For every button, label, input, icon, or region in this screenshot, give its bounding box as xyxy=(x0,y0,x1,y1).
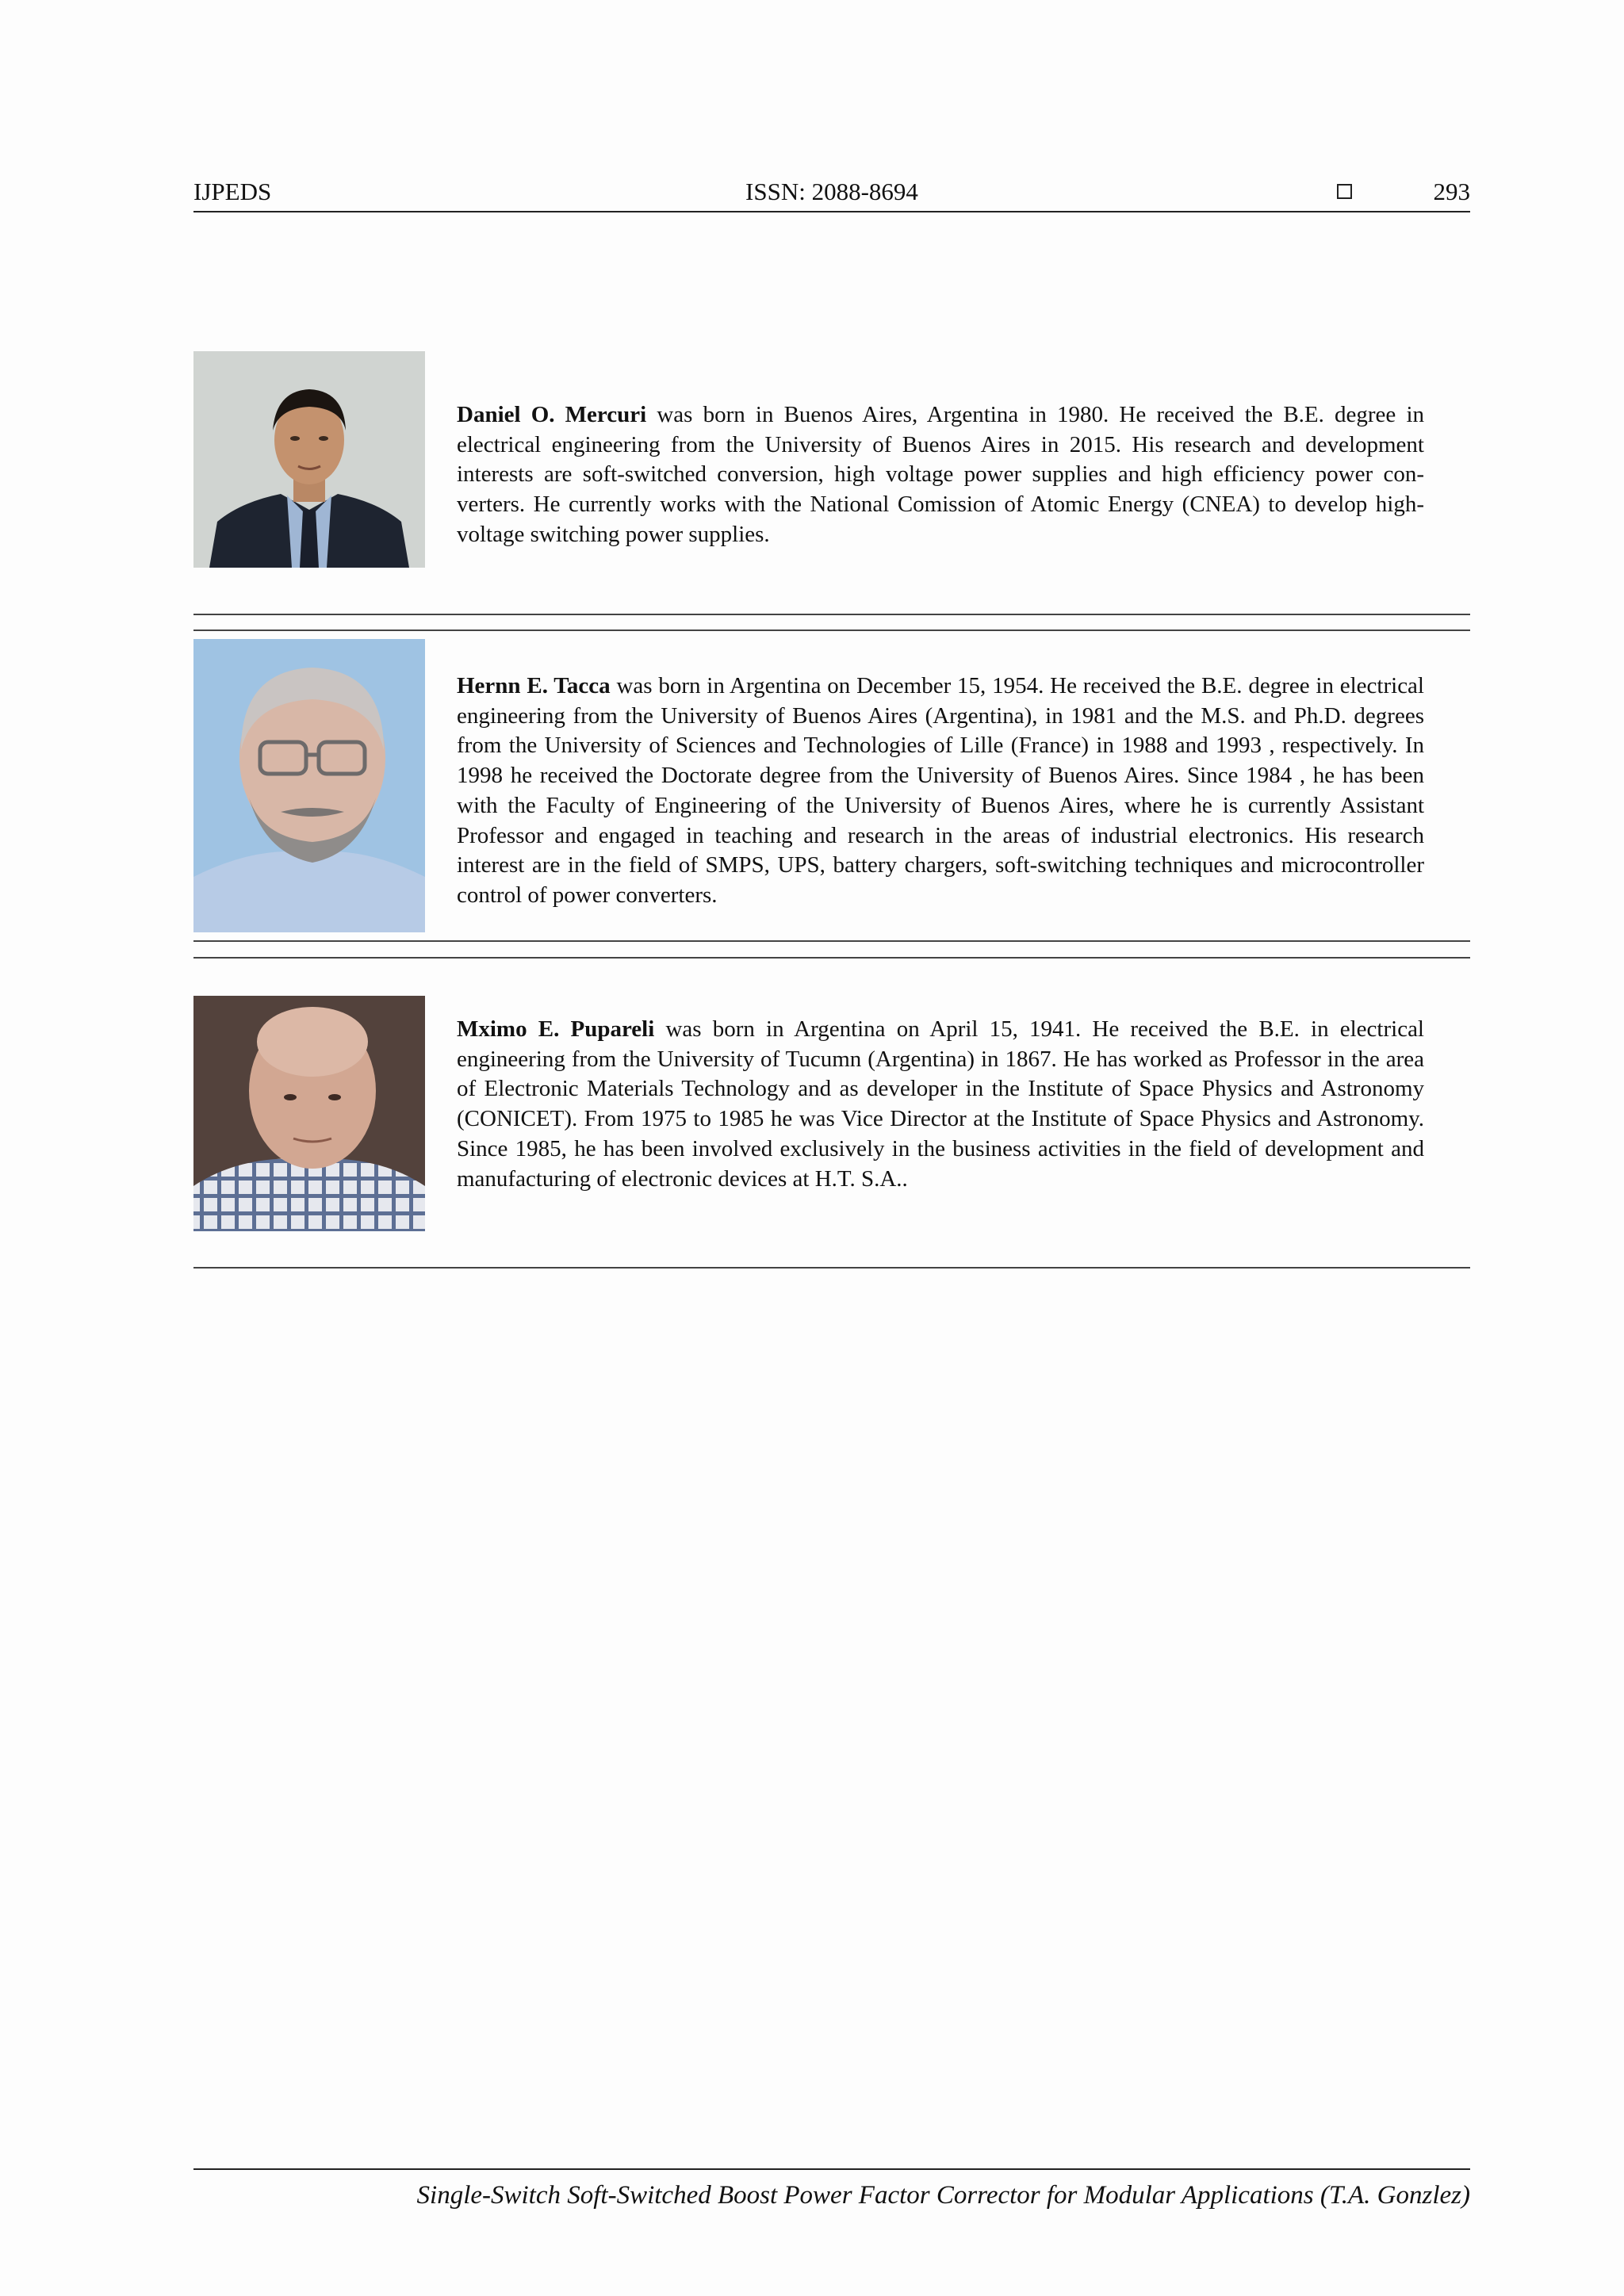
divider xyxy=(193,629,1470,631)
bio-text: was born in Buenos Aires, Argentina in 1980. He received the B.E. degree in electrical engineering from the University of Buenos Aires in 2015. His research and development interests are soft-switched conversion, high voltage power supplies and high efficiency power con-verters. He currently works with the National Comission of Atomic Energy (CNEA) to develop high-voltage switching power supplies. xyxy=(457,402,1425,547)
page-header xyxy=(193,173,1470,212)
bio-tacca xyxy=(457,672,1424,911)
author-photo-pupareli xyxy=(193,996,425,1231)
footer-rule xyxy=(193,2168,1470,2170)
bio-text: was born in Argentina on December 15, 1954. He received the B.E. degree in electrical engineering from the University of Buenos Aires (Argentina), in 1981 and the M.S. and Ph.D. degrees from the University of Sciences and Technologies of Lille (France) in 1988 and 1993 , respectively. In 1998 he received the Doctorate degree from the University of Buenos Aires. Since 1984 , he has been with the Faculty of Engineering of the University of Buenos Aires, where he is currently Assistant Professor and engaged in teaching and research in the areas of industrial electronics. His research interest are in the field of SMPS, UPS, battery chargers, soft-switching techniques and microcontroller control of power converters. xyxy=(457,673,1424,908)
bio-mercuri xyxy=(457,400,1424,550)
page-number: 293 xyxy=(1433,178,1470,205)
box-icon xyxy=(1337,184,1352,199)
author-photo-tacca xyxy=(193,639,425,932)
author-name: Hernn E. Tacca xyxy=(457,673,611,698)
divider xyxy=(193,940,1470,942)
journal-name: IJPEDS xyxy=(193,178,272,205)
issn: ISSN: 2088-8694 xyxy=(745,178,918,205)
author-name: Mximo E. Pupareli xyxy=(457,1016,655,1042)
author-name: Daniel O. Mercuri xyxy=(457,402,647,427)
author-photo-mercuri xyxy=(193,351,425,568)
divider xyxy=(193,957,1470,959)
bio-text: was born in Argentina on April 15, 1941. He received the B.E. in electrical engineering from the University of Tucumn (Argentina) in 1867. He has worked as Professor in the area of Electronic Materials Technology and as developer in the Institute of Space Physics and Astronomy (CONICET). From 1975 to 1985 he was Vice Director at the Institute of Space Physics and Astronomy. Since 1985, he has been involved exclusively in the business activities in the field of development and manufacturing of electronic devices at H.T. S.A.. xyxy=(457,1016,1424,1192)
divider xyxy=(193,614,1470,615)
divider xyxy=(193,1267,1470,1269)
running-title: Single-Switch Soft-Switched Boost Power Factor Corrector for Modular Applications (T.A. Gonzlez) xyxy=(416,2181,1470,2210)
bio-pupareli xyxy=(457,1015,1424,1194)
